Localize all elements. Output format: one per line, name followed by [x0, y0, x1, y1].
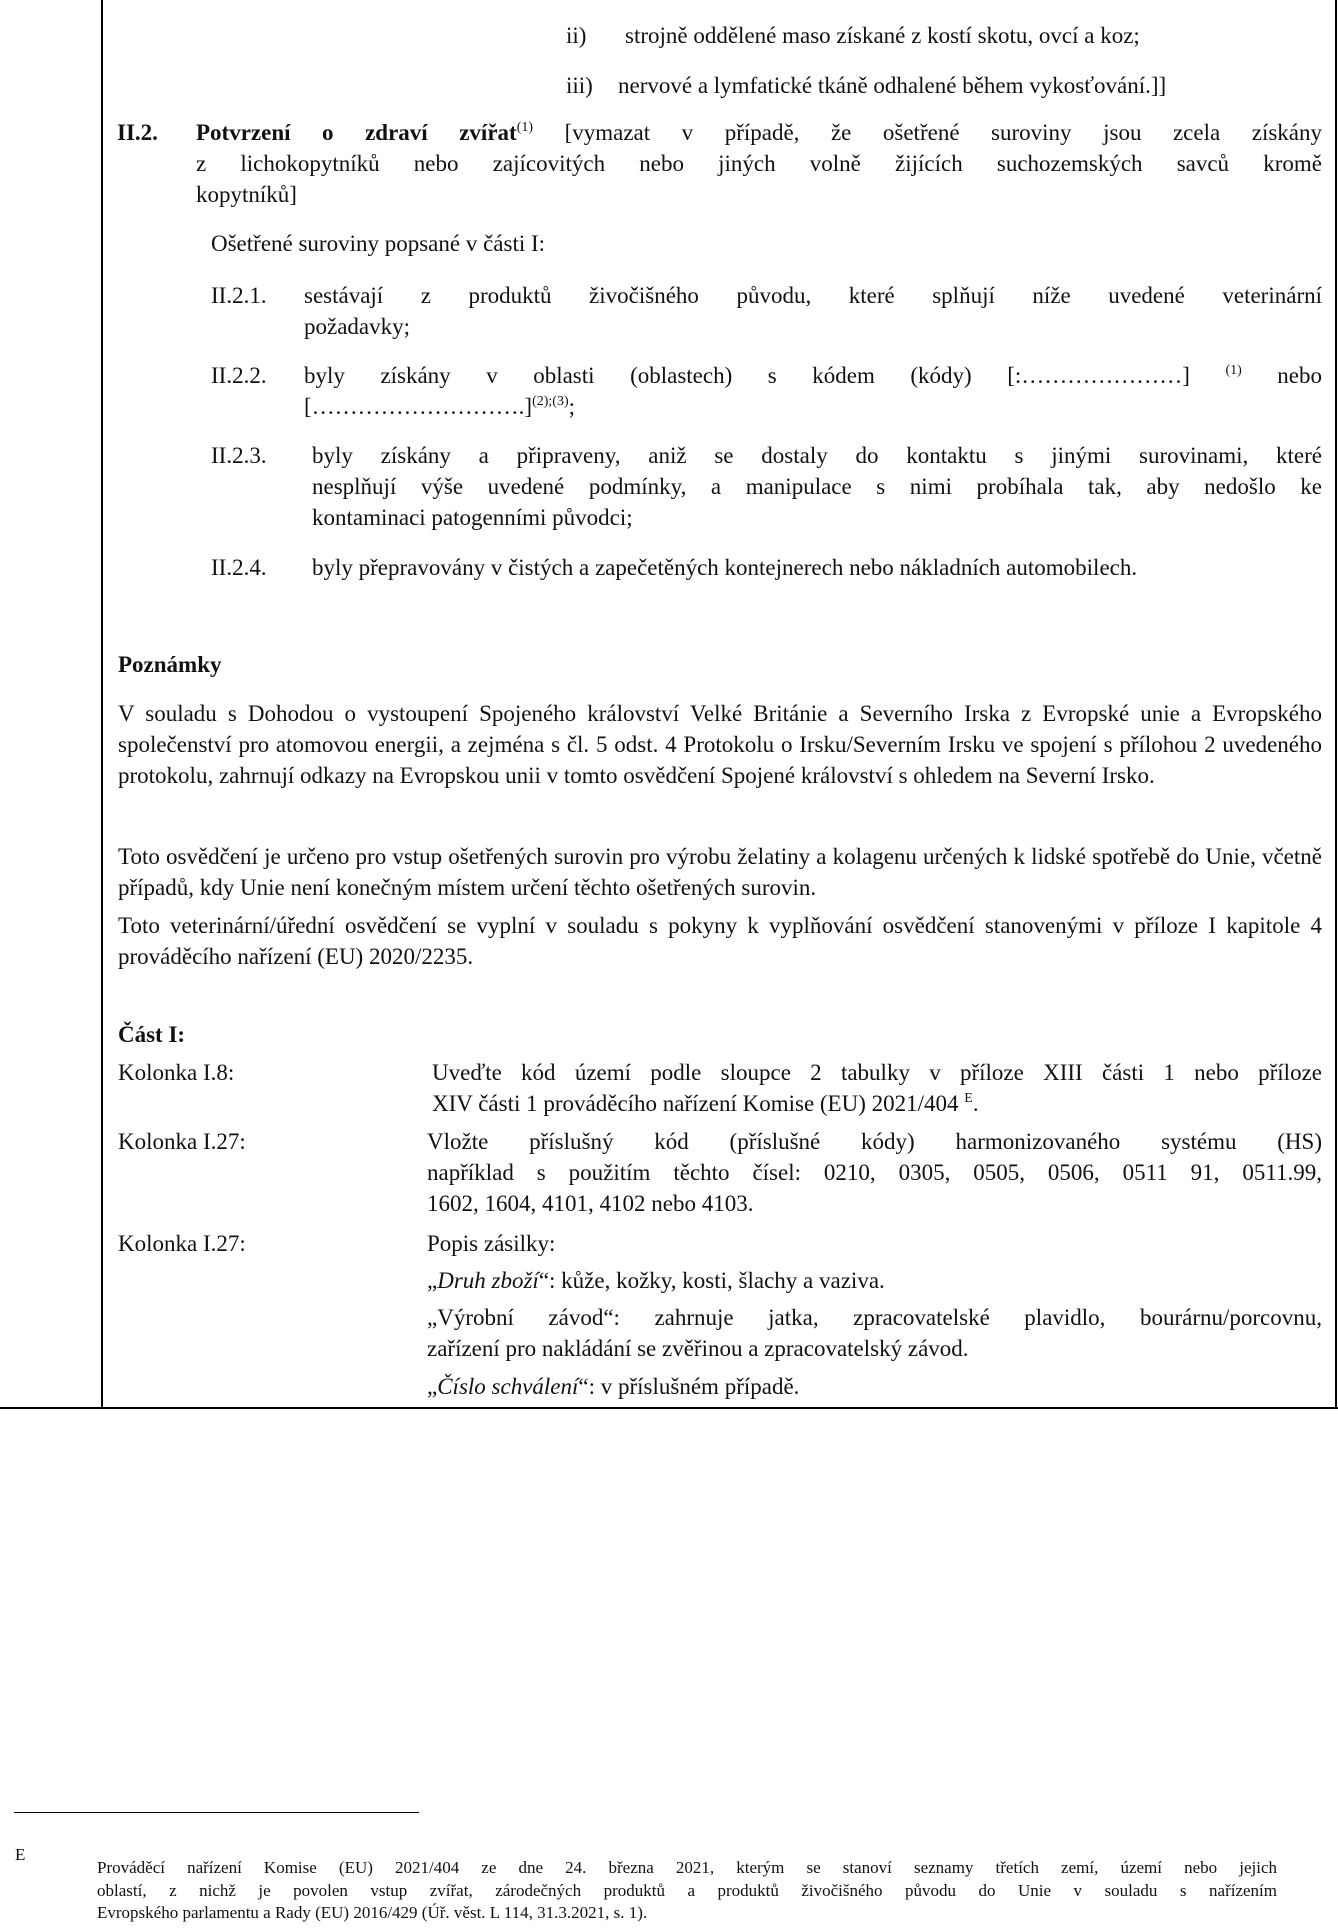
- section-heading: Potvrzení o zdraví zvířat: [196, 120, 517, 145]
- part1-text-line: XIV části 1 prováděcího nařízení Komise (EU) 2021/404 $^E$.: [432, 1091, 979, 1116]
- notes-paragraph: Toto osvědčení je určeno pro vstup ošetřených surovin pro výrobu želatiny a kolagenu určených k lidské spotřebě do Unie, včetně případů, kdy Unie není konečným místem určení těchto ošetřených surovin.: [118, 844, 1322, 900]
- desc-line: „Výrobní závod“: zahrnuje jatka, zpracovatelské plavidlo, bourárnu/porcovnu,: [427, 1305, 1322, 1330]
- part1-label: Kolonka I.8:: [118, 1060, 235, 1085]
- table-right-border: [1335, 0, 1337, 1409]
- footnote-separator: [14, 1812, 419, 1813]
- item-text-line: byly získány v oblasti (oblastech) s kódem (kódy) [:…………………] $^{(1)}$ nebo: [304, 363, 1323, 388]
- desc-line: „Číslo schválení“: v příslušném případě.: [427, 1374, 800, 1399]
- part1-label: Kolonka I.27:: [118, 1129, 246, 1154]
- item-text-line: požadavky;: [304, 314, 411, 339]
- item-text-line: kontaminaci patogenními původci;: [312, 505, 633, 530]
- desc-term: Číslo schválení: [437, 1374, 579, 1399]
- item-number: II.2.3.: [211, 443, 267, 468]
- desc-term: Druh zboží: [437, 1268, 539, 1293]
- section-number: II.2.: [117, 120, 158, 145]
- part1-label: Kolonka I.27:: [118, 1231, 246, 1256]
- footnote-marker: E: [15, 1845, 26, 1864]
- footnote-ref: (2);(3): [532, 394, 569, 409]
- section-heading-line3: kopytníků]: [196, 182, 297, 207]
- footnote-line: Evropského parlamentu a Rady (EU) 2016/429 (Úř. věst. L 114, 31.3.2021, s. 1).: [97, 1903, 648, 1922]
- item-number: II.2.1.: [211, 283, 267, 308]
- part1-text-line: 1602, 1604, 4101, 4102 nebo 4103.: [427, 1191, 754, 1216]
- item-ii-marker: ii): [566, 23, 587, 48]
- desc-line: zařízení pro nakládání se zvěřinou a zpracovatelský závod.: [427, 1336, 969, 1361]
- desc-term: Výrobní závod: [437, 1305, 604, 1330]
- footnote-line: oblastí, z nichž je povolen vstup zvířat, zárodečných produktů a produktů živočišného původu do Unie v souladu s nařízením: [97, 1881, 1277, 1900]
- item-text-line: nesplňují výše uvedené podmínky, a manipulace s nimi probíhala tak, aby nedošlo ke: [312, 474, 1322, 499]
- part1-text-line: Popis zásilky:: [427, 1231, 556, 1256]
- notes-paragraph: Toto veterinární/úřední osvědčení se vyplní v souladu s pokyny k vyplňování osvědčení stanovenými v příloze I kapitole 4 prováděcího nařízení (EU) 2020/2235.: [118, 913, 1322, 969]
- item-text-line: byly získány a připraveny, aniž se dostaly do kontaktu s jinými surovinami, které: [312, 443, 1322, 468]
- item-text-line: [……………………….]$^{(2);(3)}$;: [304, 394, 576, 419]
- item-number: II.2.4.: [211, 555, 267, 580]
- section-heading-line1: Potvrzení o zdraví zvířat$^{(1)}$ [vymazat v případě, že ošetřené suroviny jsou zcela získány: [196, 120, 1322, 145]
- notes-paragraph: V souladu s Dohodou o vystoupení Spojeného království Velké Británie a Severního Irska z Evropské unie a Evropského společenství pro atomovou energii, a zejména s čl. 5 odst. 4 Protokolu o Irsku/Severním Irsku ve spojení s přílohou 2 uvedeného protokolu, zahrnují odkazy na Evropskou unii v tomto osvědčení Spojené království s ohledem na Severní Irsko.: [118, 701, 1322, 788]
- item-text-line: sestávají z produktů živočišného původu, které splňují níže uvedené veterinární: [304, 283, 1322, 308]
- item-text-line: byly přepravovány v čistých a zapečetěných kontejnerech nebo nákladních automobilech.: [312, 555, 1138, 580]
- part1-text-line: Uveďte kód území podle sloupce 2 tabulky v příloze XIII části 1 nebo příloze: [432, 1060, 1322, 1085]
- notes-heading: Poznámky: [118, 652, 222, 677]
- part1-heading: Část I:: [118, 1022, 186, 1047]
- footnote-ref: (1): [1225, 363, 1242, 378]
- item-iii-text: nervové a lymfatické tkáně odhalené během vykosťování.]]: [618, 73, 1167, 98]
- table-bottom-border: [0, 1407, 1338, 1409]
- table-left-border: [101, 0, 103, 1409]
- section-heading-line2: z lichokopytníků nebo zajícovitých nebo jiných volně žijících suchozemských savců kromě: [196, 151, 1322, 176]
- item-number: II.2.2.: [211, 363, 267, 388]
- part1-text-line: Vložte příslušný kód (příslušné kódy) harmonizovaného systému (HS): [427, 1129, 1322, 1154]
- desc-line: „Druh zboží“: kůže, kožky, kosti, šlachy a vaziva.: [427, 1268, 885, 1293]
- section-heading-ref: (1): [516, 120, 534, 135]
- intro-text: Ošetřené suroviny popsané v části I:: [211, 231, 546, 256]
- item-iii-marker: iii): [566, 73, 593, 98]
- part1-text-line: například s použitím těchto čísel: 0210, 0305, 0505, 0506, 0511 91, 0511.99,: [427, 1160, 1322, 1185]
- footnote-line: Prováděcí nařízení Komise (EU) 2021/404 ze dne 24. března 2021, kterým se stanoví seznamy třetích zemí, území nebo jejich: [97, 1858, 1277, 1877]
- item-ii-text: strojně oddělené maso získané z kostí skotu, ovcí a koz;: [625, 23, 1140, 48]
- footnote-ref: E: [964, 1091, 973, 1106]
